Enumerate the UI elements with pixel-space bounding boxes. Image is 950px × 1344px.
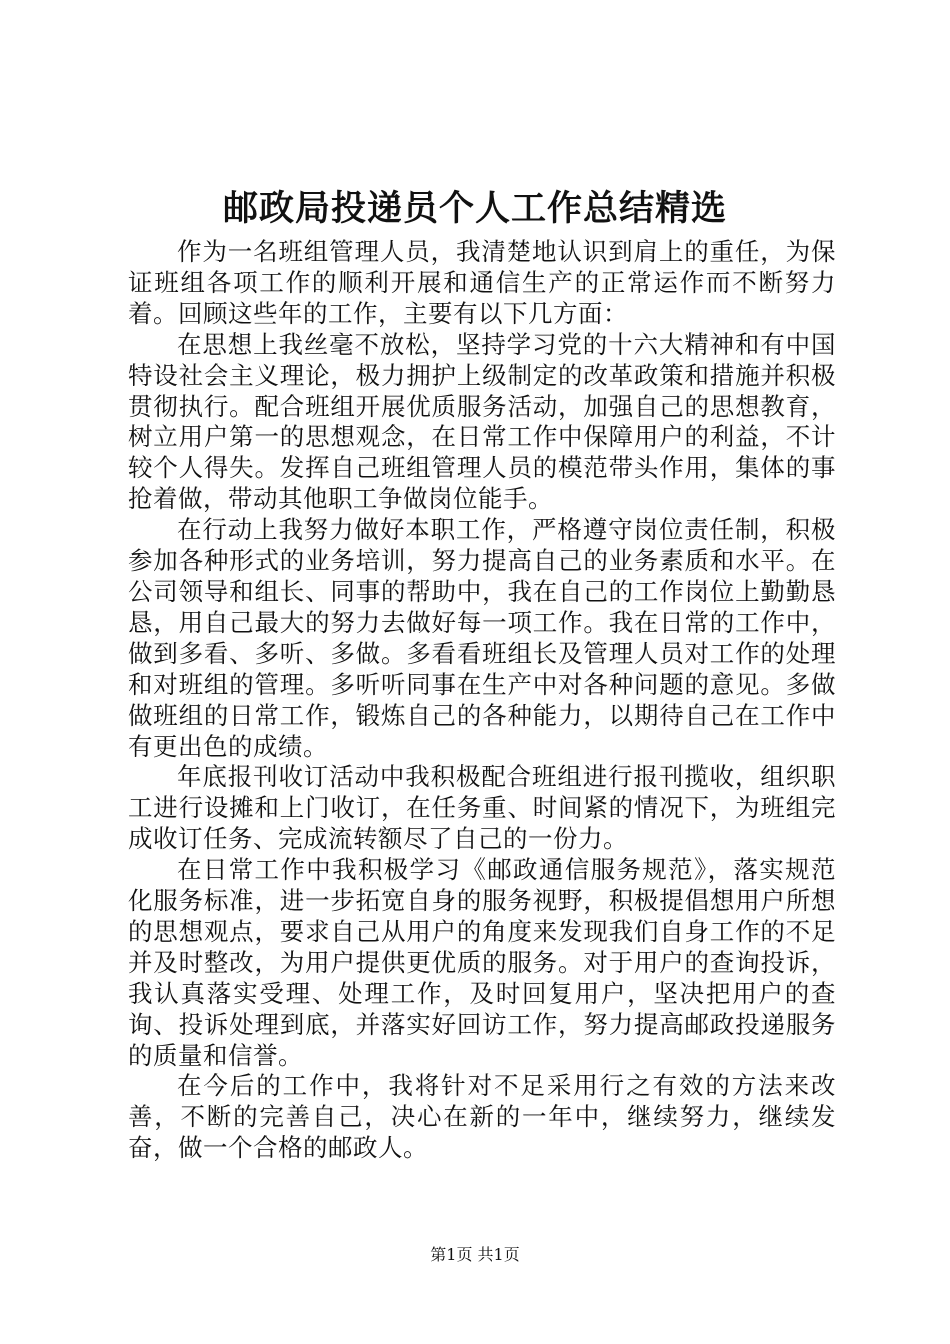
paragraph-subscription: 年底报刊收订活动中我积极配合班组进行报刊揽收，组织职工进行设摊和上门收订，在任务重、时间紧的情况下，为班组完成收订任务、完成流转额尽了自己的一份力。: [128, 762, 836, 854]
paragraph-action: 在行动上我努力做好本职工作，严格遵守岗位责任制，积极参加各种形式的业务培训，努力提高自己的业务素质和水平。在公司领导和组长、同事的帮助中，我在自己的工作岗位上勤勤恳恳，用自己最大的努力去做好每一项工作。我在日常的工作中，做到多看、多听、多做。多看看班组长及管理人员对工作的处理和对班组的管理。多听听同事在生产中对各种问题的意见。多做做班组的日常工作，锻炼自己的各种能力，以期待自己在工作中有更出色的成绩。: [128, 515, 836, 761]
paragraph-future: 在今后的工作中，我将针对不足采用行之有效的方法来改善，不断的完善自己，决心在新的一年中，继续努力，继续发奋，做一个合格的邮政人。: [128, 1071, 836, 1163]
paragraph-service: 在日常工作中我积极学习《邮政通信服务规范》，落实规范化服务标准，进一步拓宽自身的服务视野，积极提倡想用户所想的思想观点，要求自己从用户的角度来发现我们自身工作的不足并及时整改，为用户提供更优质的服务。对于用户的查询投诉，我认真落实受理、处理工作，及时回复用户，坚决把用户的查询、投诉处理到底，并落实好回访工作，努力提高邮政投递服务的质量和信誉。: [128, 855, 836, 1070]
page-number-footer: 第1页 共1页: [430, 1245, 520, 1264]
document-title: 邮政局投递员个人工作总结精选: [222, 188, 727, 229]
paragraph-thought: 在思想上我丝毫不放松，坚持学习党的十六大精神和有中国特设社会主义理论，极力拥护上级制定的改革政策和措施并积极贯彻执行。配合班组开展优质服务活动，加强自己的思想教育，树立用户第一的思想观念，在日常工作中保障用户的利益，不计较个人得失。发挥自己班组管理人员的模范带头作用，集体的事抢着做，带动其他职工争做岗位能手。: [128, 329, 836, 514]
document-body: [128, 237, 836, 1164]
paragraph-intro: 作为一名班组管理人员，我清楚地认识到肩上的重任，为保证班组各项工作的顺利开展和通信生产的正常运作而不断努力着。回顾这些年的工作，主要有以下几方面：: [128, 237, 836, 328]
